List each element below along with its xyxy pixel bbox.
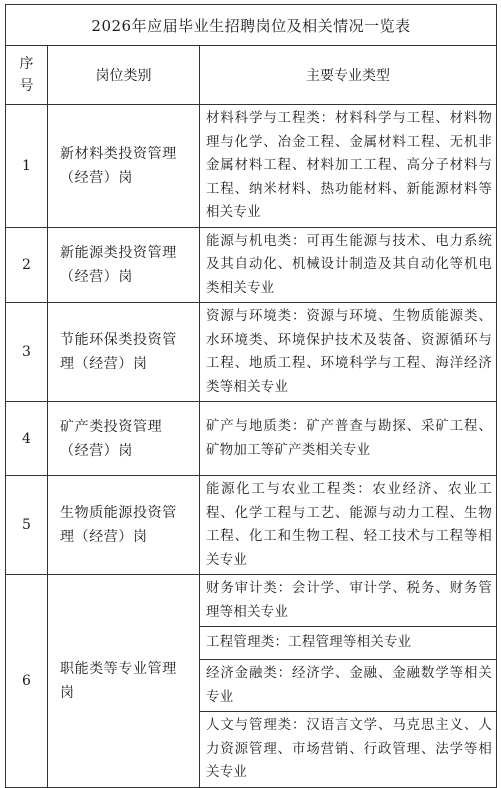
row-seq: 6 bbox=[6, 575, 48, 788]
table-row bbox=[6, 303, 497, 402]
row-seq: 5 bbox=[6, 476, 48, 575]
row-majors-sub: 经济金融类：经济学、金融、金融数学等相关专业 bbox=[200, 660, 497, 712]
row-seq: 3 bbox=[6, 303, 48, 402]
table-row bbox=[6, 227, 497, 303]
row-category: 新材料类投资管理（经营）岗 bbox=[48, 105, 200, 228]
row-majors: 矿产与地质类：矿产普查与勘探、采矿工程、矿物加工等矿产类相关专业 bbox=[200, 402, 497, 476]
row-majors: 材料科学与工程类：材料科学与工程、材料物理与化学、冶金工程、金属材料工程、无机非金属材料工程、材料加工工程、高分子材料与工程、纳米材料、热功能材料、新能源材料等相关专业 bbox=[200, 105, 497, 228]
row-seq: 2 bbox=[6, 227, 48, 303]
recruitment-table bbox=[5, 4, 497, 788]
row-category: 节能环保类投资管理（经营）岗 bbox=[48, 303, 200, 402]
row-majors: 资源与环境类：资源与环境、生物质能源类、水环境类、环境保护技术及装备、资源循环与工程、地质工程、环境科学与工程、海洋经济类等相关专业 bbox=[200, 303, 497, 402]
row-seq: 4 bbox=[6, 402, 48, 476]
row-majors-sub: 人文与管理类：汉语言文学、马克思主义、人力资源管理、市场营销、行政管理、法学等相关专业 bbox=[200, 712, 497, 788]
table-row bbox=[6, 105, 497, 228]
title-row bbox=[6, 5, 497, 46]
table-title: 2026年应届毕业生招聘岗位及相关情况一览表 bbox=[6, 5, 497, 46]
row-majors: 能源与机电类：可再生能源与技术、电力系统及其自动化、机械设计制造及其自动化等机电类相关专业 bbox=[200, 227, 497, 303]
header-majors: 主要专业类型 bbox=[200, 46, 497, 105]
row-seq: 1 bbox=[6, 105, 48, 228]
table-row bbox=[6, 575, 497, 627]
header-row bbox=[6, 46, 497, 105]
recruitment-table-container bbox=[5, 4, 496, 788]
table-row bbox=[6, 402, 497, 476]
row-majors-sub: 财务审计类：会计学、审计学、税务、财务管理等相关专业 bbox=[200, 575, 497, 627]
row-category: 职能类等专业管理岗 bbox=[48, 575, 200, 788]
row-majors: 能源化工与农业工程类：农业经济、农业工程、化学工程与工艺、能源与动力工程、生物工程、化工和生物工程、轻工技术与工程等相关专业 bbox=[200, 476, 497, 575]
row-majors-sub: 工程管理类：工程管理等相关专业 bbox=[200, 627, 497, 660]
row-category: 新能源类投资管理（经营）岗 bbox=[48, 227, 200, 303]
header-category: 岗位类别 bbox=[48, 46, 200, 105]
header-seq: 序号 bbox=[19, 56, 34, 94]
row-category: 生物质能源投资管理（经营）岗 bbox=[48, 476, 200, 575]
header-seq-cell bbox=[6, 46, 48, 105]
row-category: 矿产类投资管理（经营）岗 bbox=[48, 402, 200, 476]
table-row bbox=[6, 476, 497, 575]
